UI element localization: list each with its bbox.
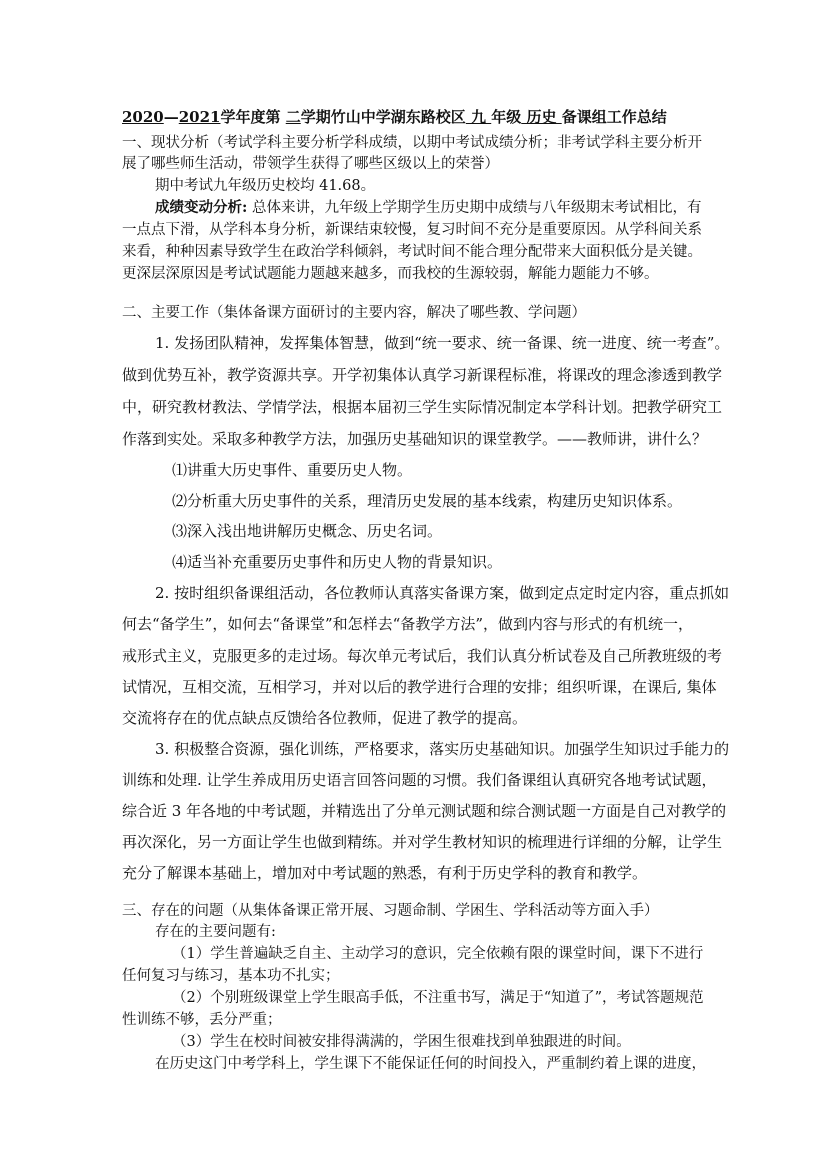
section2-heading: 二、主要工作（集体备课方面研讨的主要内容，解决了哪些教、学问题） (122, 305, 586, 321)
teaching-point: ⑶深入浅出地讲解历史概念、历史名词。 (172, 522, 443, 540)
title-grade-blank: 九 (465, 108, 492, 126)
work-item1-line: 作落到实处。采取多种教学方法，加强历史基础知识的课堂教学。——教师讲，讲什么？ (122, 430, 708, 448)
work-item1-line: 中，研究教材教法、学情学法，根据本届初三学生实际情况制定本学科计划。把教学研究工 (122, 398, 723, 416)
work-item2-line: 2. 按时组织备课组活动，各位教师认真落实备课方案，做到定点定时定内容，重点抓如 (155, 584, 730, 602)
section1-heading-line2: 展了哪些师生活动，带领学生获得了哪些区级以上的荣誉） (122, 156, 499, 172)
change-analysis-label: 成绩变动分析: (155, 199, 248, 216)
section3-heading: 三、存在的问题（从集体备课正常开展、习题命制、学困生、学科活动等方面入手） (122, 903, 659, 919)
teaching-point: ⑷适当补充重要历史事件和历史人物的背景知识。 (172, 553, 503, 571)
problems-intro: 存在的主要问题有: (155, 924, 276, 940)
title-year-start: 2020 (122, 108, 164, 126)
change-analysis-text1: 总体来讲，九年级上学期学生历史期中成绩与八年级期末考试相比，有 (247, 200, 702, 216)
title-mid1: 学年度第 (220, 108, 286, 126)
problem-line: 在历史这门中考学科上，学生课下不能保证任何的时间投入，严重制约着上课的进度， (155, 1056, 706, 1072)
title-dash: — (163, 108, 179, 126)
work-item1-line: 做到优势互补，教学资源共享。开学初集体认真学习新课程标准，将课改的理念渗透到教学 (122, 366, 723, 384)
work-item3-line: 充分了解课本基础上，增加对中考试题的熟悉，有利于历史学科的教育和教学。 (122, 864, 648, 882)
work-item2-line: 交流将存在的优点缺点反馈给各位教师，促进了教学的提高。 (122, 709, 528, 727)
work-item1-line: 1. 发扬团队精神，发挥集体智慧，做到“统一要求、统一备课、统一进度、统一考查”。 (155, 334, 730, 352)
problem-line: 性训练不够，丢分严重； (122, 1012, 282, 1028)
problem-line: （3）学生在校时间被安排得满满的，学困生很难找到单独跟进的时间。 (172, 1034, 631, 1050)
change-analysis-line3: 来看，种种因素导致学生在政治学科倾斜，考试时间不能合理分配带来大面积低分是关键。 (122, 244, 702, 260)
teaching-point: ⑵分析重大历史事件的关系，理清历史发展的基本线索，构建历史知识体系。 (172, 492, 683, 510)
teaching-point: ⑴讲重大历史事件、重要历史人物。 (172, 461, 413, 479)
problem-line: （2）个别班级课堂上学生眼高手低，不注重书写，满足于“知道了”，考试答题规范 (172, 990, 704, 1006)
work-item2-line: 戒形式主义，克服更多的走过场。每次单元考试后，我们认真分析试卷及自己所教班级的考 (122, 647, 723, 665)
title-year-end: 2021 (178, 108, 221, 126)
change-analysis-line4: 更深层深原因是考试试题能力题越来越多，而我校的生源较弱，解能力题能力不够。 (122, 266, 659, 282)
title-grade-word: 年级 (491, 108, 522, 126)
work-item2-line: 何去“备学生”，如何去“备课堂”和怎样去“备教学方法”，做到内容与形式的有机统一， (122, 615, 694, 633)
work-item3-line: 训练和处理. 让学生养成用历史语言回答问题的习惯。我们备课组认真研究各地考试试题， (122, 771, 717, 789)
problem-line: （1）学生普遍缺乏自主、主动学习的意识，完全依赖有限的课堂时间，课下不进行 (172, 946, 704, 962)
title-mid2: 学期竹山中学湖东路校区 (300, 108, 466, 126)
work-item3-line: 综合近 3 年各地的中考试题，并精选出了分单元测试题和综合测试题一方面是自己对教学的 (122, 802, 727, 820)
title-tail: 备课组工作总结 (561, 108, 667, 126)
change-analysis-line1 (155, 196, 745, 217)
work-item2-line: 试情况，互相交流，互相学习，并对以后的教学进行合理的安排；组织听课，在课后, 集体 (122, 678, 717, 696)
change-analysis-line2: 一点点下滑，从学科本身分析，新课结束较慢，复习时间不充分是重要原因。从学科间关系 (122, 222, 702, 238)
document-title (122, 106, 722, 127)
work-item3-line: 再次深化，另一方面让学生也做到精练。并对学生教材知识的梳理进行详细的分解，让学生 (122, 833, 723, 851)
title-semester: 二 (285, 108, 301, 126)
midterm-score-line: 期中考试九年级历史校均 41.68。 (155, 178, 376, 194)
problem-line: 任何复习与练习，基本功不扎实； (122, 968, 340, 984)
title-subject-blank: 历史 (521, 108, 562, 126)
work-item3-line: 3. 积极整合资源，强化训练，严格要求，落实历史基础知识。加强学生知识过手能力的 (155, 740, 730, 758)
section1-heading-line1: 一、现状分析（考试学科主要分析学科成绩，以期中考试成绩分析；非考试学科主要分析开 (122, 135, 702, 151)
